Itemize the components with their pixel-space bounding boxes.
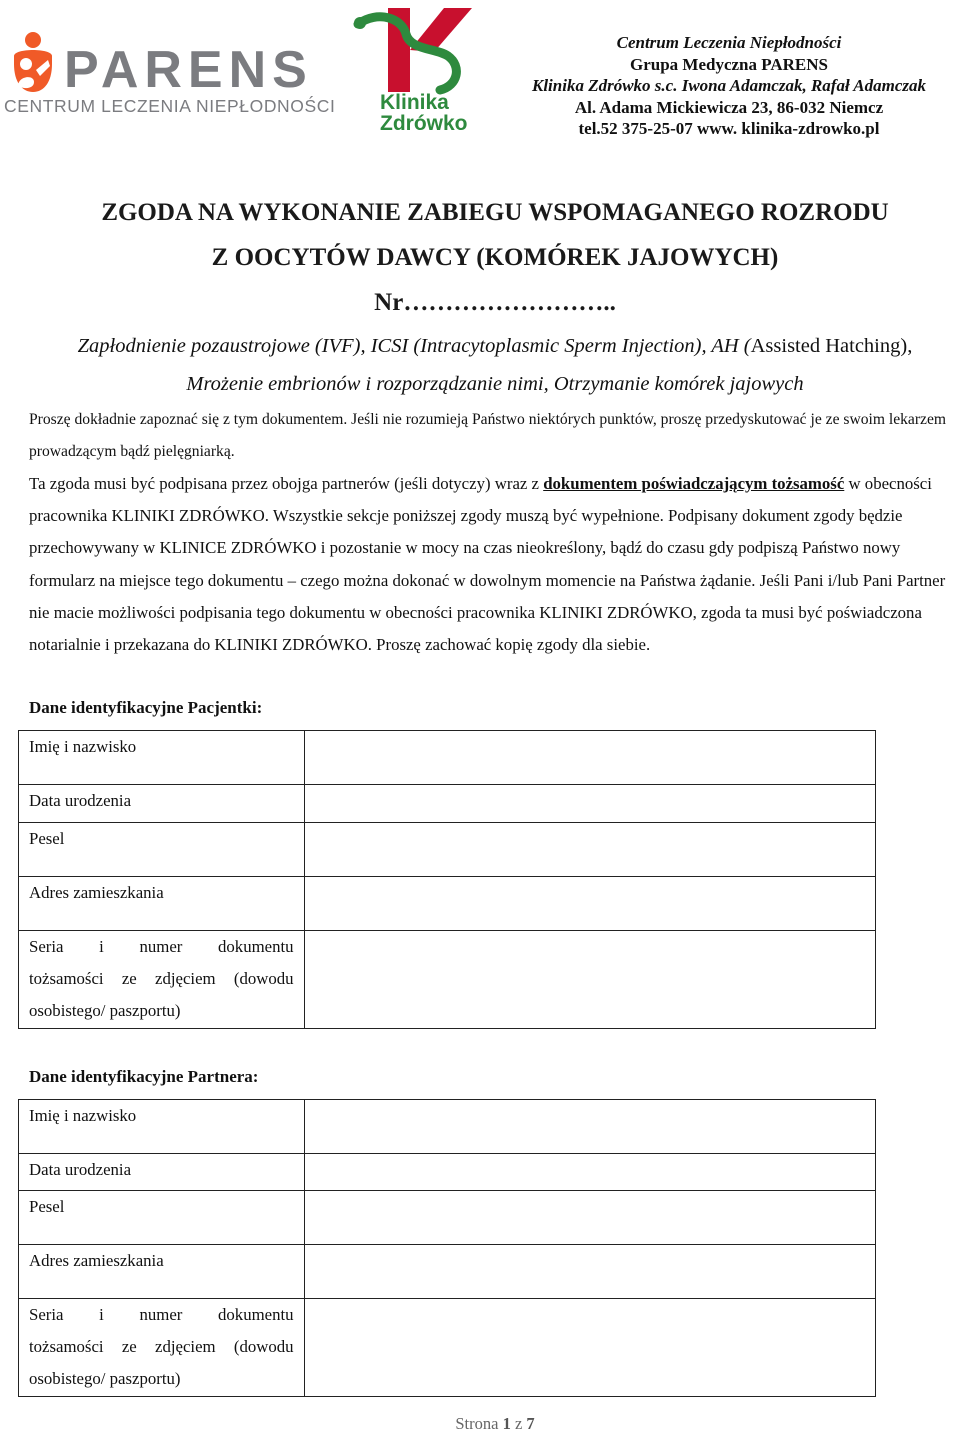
table-row bbox=[19, 1245, 876, 1299]
intro-paragraph: Proszę dokładnie zapoznać się z tym dokumentem. Jeśli nie rozumieją Państwo niektórych punktów, proszę przedyskutować je ze swoim lekarzem prowadzącym bądź pielęgniarką. bbox=[29, 411, 947, 461]
partner-name-field[interactable] bbox=[304, 1100, 875, 1154]
id-document-label-line: Seria i numer dokumentu bbox=[29, 937, 294, 956]
partner-birthdate-label: Data urodzenia bbox=[19, 1154, 305, 1191]
id-document-label-line: osobistego/ paszportu) bbox=[29, 1001, 181, 1021]
clinic-info-line: Centrum Leczenia Niepłodności bbox=[616, 33, 842, 52]
table-row bbox=[19, 823, 876, 877]
partner-data-table bbox=[18, 1099, 876, 1397]
klinika-logo-line2: Zdrówko bbox=[380, 112, 468, 135]
clinic-info bbox=[505, 32, 953, 140]
consent-text-before: Ta zgoda musi być podpisana przez obojga partnerów (jeśli dotyczy) wraz z bbox=[29, 474, 544, 493]
procedures-subtitle-line2: Mrożenie embrionów i rozporządzanie nimi, Otrzymanie komórek jajowych bbox=[186, 373, 804, 395]
partner-birthdate-field[interactable] bbox=[304, 1154, 875, 1191]
procedures-subtitle-italic: Zapłodnienie pozaustrojowe (IVF), ICSI (Intracytoplasmic Sperm Injection), AH ( bbox=[77, 335, 751, 357]
document-number: Nr…………………….. bbox=[374, 289, 616, 316]
partner-section-heading: Dane identyfikacyjne Partnera: bbox=[29, 1067, 259, 1086]
page-number-prefix: Strona bbox=[455, 1414, 503, 1433]
current-page-number: 1 bbox=[502, 1414, 511, 1433]
table-row bbox=[19, 785, 876, 823]
document-title-line2: Z OOCYTÓW DAWCY (KOMÓREK JAJOWYCH) bbox=[211, 244, 779, 271]
table-row bbox=[19, 931, 876, 1029]
partner-name-label: Imię i nazwisko bbox=[19, 1100, 305, 1154]
patient-birthdate-label: Data urodzenia bbox=[19, 785, 305, 823]
klinika-logo-line1: Klinika bbox=[380, 91, 449, 114]
partner-pesel-field[interactable] bbox=[304, 1191, 875, 1245]
partner-id-document-label bbox=[19, 1299, 305, 1397]
clinic-info-line: Grupa Medyczna PARENS bbox=[629, 54, 828, 74]
parens-tagline: CENTRUM LECZENIA NIEPŁODNOŚCI bbox=[4, 96, 336, 116]
total-page-count: 7 bbox=[526, 1414, 535, 1433]
parens-family-icon bbox=[4, 30, 62, 96]
patient-address-label: Adres zamieszkania bbox=[19, 877, 305, 931]
procedures-subtitle-normal: Assisted Hatching), bbox=[750, 335, 913, 357]
consent-paragraph bbox=[29, 468, 960, 661]
page-footer bbox=[0, 1414, 960, 1434]
patient-birthdate-field[interactable] bbox=[304, 785, 875, 823]
patient-pesel-field[interactable] bbox=[304, 823, 875, 877]
partner-id-document-field[interactable] bbox=[304, 1299, 875, 1397]
identity-document-emphasis: dokumentem poświadczającym tożsamość bbox=[543, 474, 845, 493]
partner-pesel-label: Pesel bbox=[19, 1191, 305, 1245]
consent-text-after: w obecności pracownika KLINIKI ZDRÓWKO. Wszystkie sekcje poniższej zgody muszą być wypełnione. Podpisany dokument zgody będzie przechowywany w KLINICE ZDRÓWKO i pozostanie w mocy na czas nieokreślony, bądź do czasu gdy podpiszą Państwo nowy formularz na miejsce tego dokumentu – czego można dokonać w dowolnym momencie na Państwa żądanie. Jeśli Pani i/lub Pani Partner nie macie możliwości podpisania tego dokumentu w obecności pracownika KLINIKI ZDRÓWKO, zgoda ta musi być poświadczona notarialnie i przekazana do KLINIKI ZDRÓWKO. Proszę zachować kopię zgody dla siebie. bbox=[29, 474, 946, 655]
id-document-label-line: osobistego/ paszportu) bbox=[29, 1369, 181, 1389]
id-document-label-line: tożsamości ze zdjęciem (dowodu bbox=[29, 1337, 294, 1357]
table-row bbox=[19, 877, 876, 931]
table-row bbox=[19, 1154, 876, 1191]
parens-logo bbox=[2, 28, 336, 120]
clinic-info-line: Al. Adama Mickiewicza 23, 86-032 Niemcz bbox=[574, 97, 884, 117]
table-row bbox=[19, 1299, 876, 1397]
table-row bbox=[19, 1100, 876, 1154]
patient-data-table bbox=[18, 730, 876, 1029]
partner-address-label: Adres zamieszkania bbox=[19, 1245, 305, 1299]
patient-name-field[interactable] bbox=[304, 731, 875, 785]
patient-name-label: Imię i nazwisko bbox=[19, 731, 305, 785]
klinika-zdrowko-logo bbox=[348, 4, 483, 134]
patient-address-field[interactable] bbox=[304, 877, 875, 931]
id-document-label-line: Seria i numer dokumentu bbox=[29, 1305, 294, 1324]
patient-id-document-field[interactable] bbox=[304, 931, 875, 1029]
patient-section-heading: Dane identyfikacyjne Pacjentki: bbox=[29, 698, 263, 717]
table-row bbox=[19, 731, 876, 785]
procedures-subtitle-line1 bbox=[0, 333, 960, 359]
id-document-label-line: tożsamości ze zdjęciem (dowodu bbox=[29, 969, 294, 989]
clinic-info-line: Klinika Zdrówko s.c. Iwona Adamczak, Rafał Adamczak bbox=[531, 76, 927, 95]
patient-pesel-label: Pesel bbox=[19, 823, 305, 877]
page-number-separator: z bbox=[510, 1414, 527, 1433]
table-row bbox=[19, 1191, 876, 1245]
document-title-line1: ZGODA NA WYKONANIE ZABIEGU WSPOMAGANEGO ROZRODU bbox=[101, 199, 889, 226]
parens-wordmark: PARENS bbox=[64, 41, 313, 99]
patient-id-document-label bbox=[19, 931, 305, 1029]
partner-address-field[interactable] bbox=[304, 1245, 875, 1299]
clinic-info-line: tel.52 375-25-07 www. klinika-zdrowko.pl bbox=[578, 119, 880, 138]
